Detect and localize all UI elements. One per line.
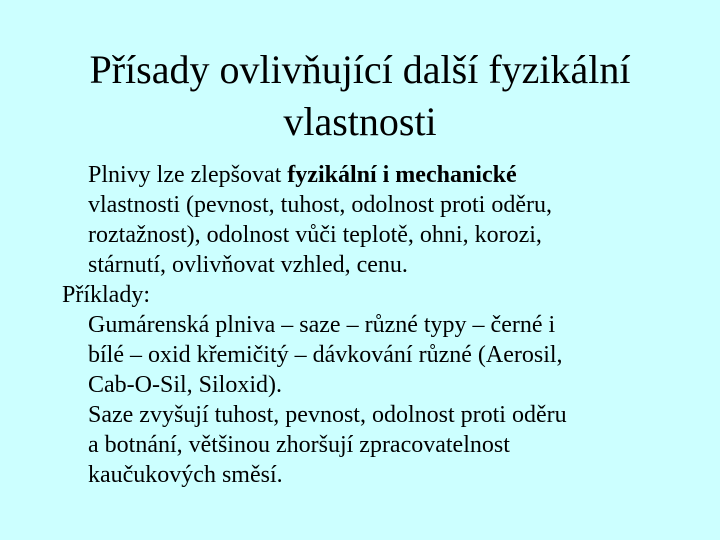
slide-title (0, 44, 720, 148)
paragraph-1-bold: fyzikální i mechanické (287, 162, 517, 188)
paragraph-fillers-intro (62, 160, 662, 280)
slide-title-line-1: Přísady ovlivňující další fyzikální (89, 47, 631, 92)
paragraph-1-line-3: roztažnost), odolnost vůči teplotě, ohni, korozi, (88, 222, 542, 248)
paragraph-1-line-2: vlastnosti (pevnost, tuhost, odolnost proti oděru, (88, 192, 552, 218)
paragraph-2-line-2: bílé – oxid křemičitý – dávkování různé (Aerosil, (88, 342, 563, 368)
paragraph-2-line-1: Gumárenská plniva – saze – různé typy – černé i (88, 312, 556, 338)
slide-title-line-2: vlastnosti (283, 99, 437, 144)
paragraph-rubber-fillers (62, 310, 662, 400)
paragraph-1-prefix: Plnivy lze zlepšovat (88, 162, 288, 188)
paragraph-3-line-1: Saze zvyšují tuhost, pevnost, odolnost proti oděru (88, 402, 567, 428)
paragraph-2-line-3: Cab-O-Sil, Siloxid). (88, 372, 283, 398)
paragraph-1-line-4: stárnutí, ovlivňovat vzhled, cenu. (88, 252, 408, 278)
paragraph-3-line-2: a botnání, většinou zhoršují zpracovatelnost (88, 432, 510, 458)
examples-heading: Příklady: (62, 282, 150, 308)
slide-body (62, 160, 662, 490)
paragraph-1-line-1 (88, 160, 662, 190)
paragraph-carbon-black (62, 400, 662, 490)
paragraph-3-line-3: kaučukových směsí. (88, 462, 283, 488)
